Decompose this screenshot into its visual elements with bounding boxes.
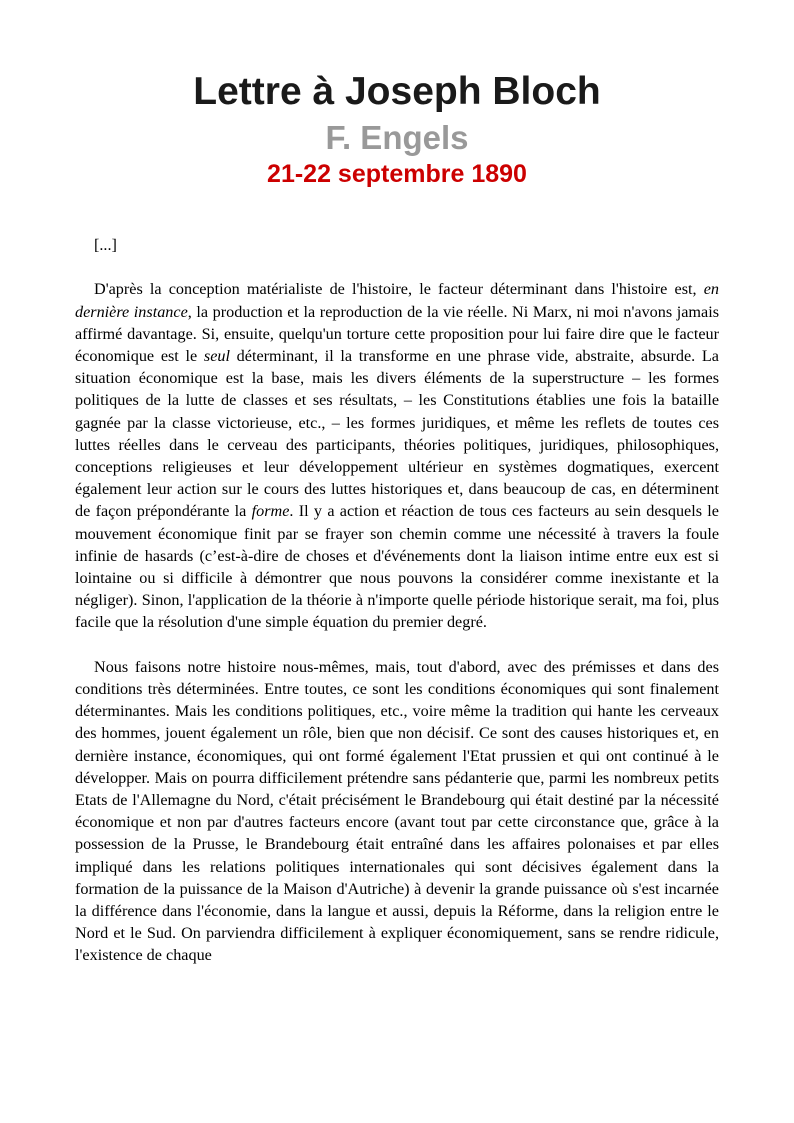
emphasis-segment: en dernière instance: [75, 280, 719, 321]
paragraph-ellipsis: [75, 234, 719, 256]
text-segment: Nous faisons notre histoire nous-mêmes, mais, tout d'abord, avec des prémisses et dans des conditions très déterminées. Entre toutes, ce sont les conditions économiques qui sont finalement déterminantes. Mais les conditions politiques, etc., voire même la tradition qui hante les cerveaux des hommes, jouent également un rôle, bien que non décisif. Ce sont des causes historiques et, en dernière instance, économiques, qui ont formé également l'Etat prussien et qui ont continué à le développer. Mais on pourra difficilement prétendre sans pédanterie que, parmi les nombreux petits Etats de l'Allemagne du Nord, c'était précisément le Brandebourg qui était destiné par la nécessité économique et non par d'autres facteurs encore (avant tout par cette circonstance que, grâce à la possession de la Prusse, le Brandebourg était entraîné dans les affaires polonaises et par elles impliqué dans les relations politiques internationales qui sont décisives également dans la formation de la puissance de la Maison d'Autriche) à devenir la grande puissance où s'est incarnée la différence dans l'économie, dans la langue et aussi, depuis la Réforme, dans la religion entre le Nord et le Sud. On parviendra difficilement à expliquer économiquement, sans se rendre ridicule, l'existence de chaque: [75, 657, 719, 965]
emphasis-segment: seul: [203, 347, 230, 365]
letter-body: [75, 234, 719, 989]
text-segment: . Il y a action et réaction de tous ces facteurs au sein desquels le mouvement économique finit par se frayer son chemin comme une nécessité à travers la foule infinie de hasards (c’est-à-dire de choses et d'événements dont la liaison intime entre eux est si lointaine ou si difficile à démontrer que nous pouvons la considérer comme inexistante et la négliger). Sinon, l'application de la théorie à n'importe quelle période historique serait, ma foi, plus facile que la résolution d'une simple équation du premier degré.: [75, 502, 719, 632]
text-segment: D'après la conception matérialiste de l'histoire, le facteur déterminant dans l'histoire est,: [94, 280, 704, 299]
document-header: [0, 64, 794, 191]
emphasis-segment: forme: [251, 502, 290, 521]
text-segment: , la production et la reproduction de la vie réelle. Ni Marx, ni moi n'avons jamais affirmé davantage. Si, ensuite, quelqu'un torture cette proposition pour lui faire dire que le facteur économique est le: [75, 302, 719, 365]
document-title: Lettre à Joseph Bloch: [193, 70, 601, 113]
text-segment: déterminant, il la transforme en une phrase vide, abstraite, absurde. La situation économique est la base, mais les divers éléments de la superstructure – les formes politiques de la lutte de classes et ses résultats, – les Constitutions établies une fois la bataille gagnée par la classe victorieuse, etc., – les formes juridiques, et même les reflets de toutes ces luttes réelles dans le cerveau des participants, théories politiques, juridiques, philosophiques, conceptions religieuses et leur développement ultérieur en systèmes dogmatiques, exercent également leur action sur le cours des luttes historiques et, dans beaucoup de cas, en déterminent de façon prépondérante la: [75, 347, 719, 521]
paragraph-materialist-conception: [75, 278, 719, 633]
paragraph-our-history: [75, 656, 719, 967]
text-segment: [...]: [94, 236, 117, 254]
document-author: F. Engels: [325, 119, 469, 156]
document-date: 21-22 septembre 1890: [267, 160, 527, 188]
